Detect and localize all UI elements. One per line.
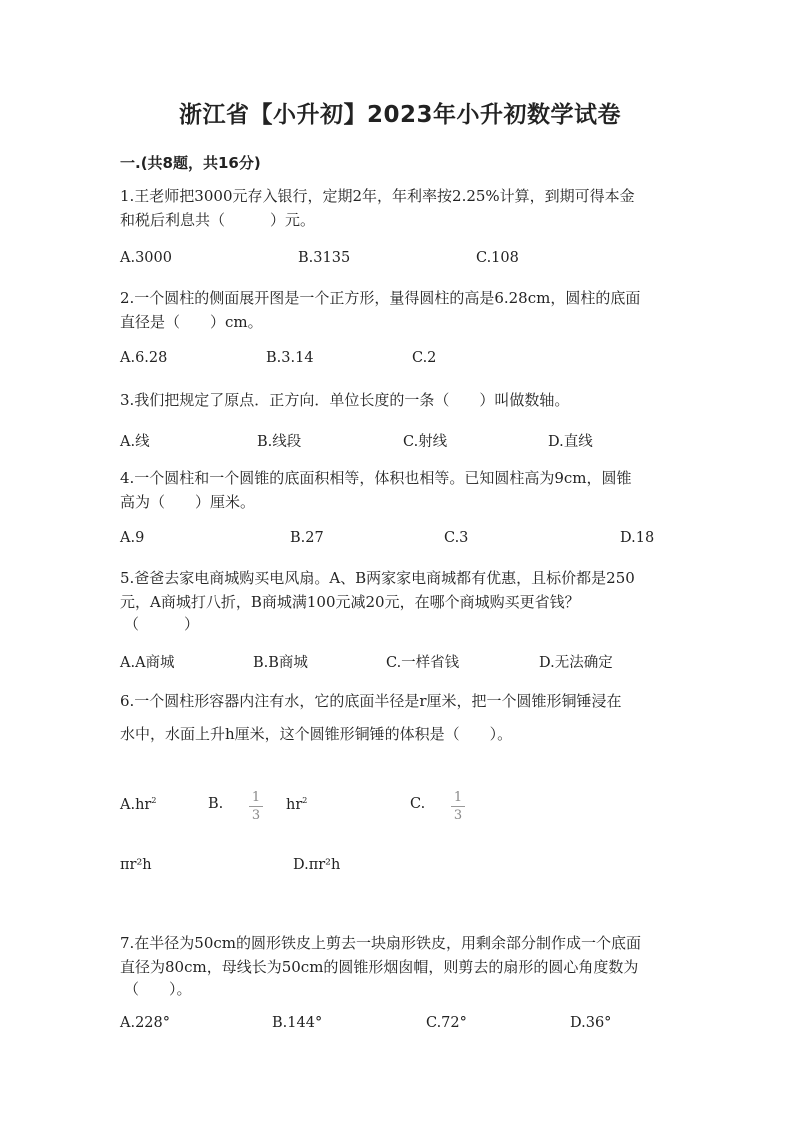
- q3-option-a: A.线: [120, 434, 150, 450]
- q6-option-c-fraction: [451, 790, 465, 823]
- q6-option-b-expr-text: hr: [286, 797, 303, 813]
- q6-option-b-expr: [286, 796, 307, 813]
- q5-option-a: A.A商城: [120, 655, 175, 671]
- section-heading: 一.(共8题，共16分): [120, 154, 261, 172]
- q2-option-a: A.6.28: [120, 350, 168, 366]
- question-1-line-1: 1.王老师把3000元存入银行，定期2年，年利率按2.25%计算，到期可得本金: [120, 187, 635, 205]
- question-6-line-1: 6.一个圆柱形容器内注有水，它的底面半径是r厘米，把一个圆锥形铜锤浸在: [120, 692, 622, 710]
- q5-option-b: B.B商城: [253, 655, 308, 671]
- question-5-line-1: 5.爸爸去家电商城购买电风扇。A、B两家家电商城都有优惠，且标价都是250: [120, 569, 635, 587]
- q2-option-c: C.2: [412, 350, 437, 366]
- q7-option-c: C.72°: [426, 1015, 467, 1031]
- question-5-line-3: （ ）: [124, 615, 200, 633]
- question-7-line-2: 直径为80cm，母线长为50cm的圆锥形烟囱帽，则剪去的扇形的圆心角度数为: [120, 958, 639, 976]
- q6-option-c-continuation: πr²h: [120, 857, 152, 873]
- question-5-line-2: 元，A商城打八折，B商城满100元减20元，在哪个商城购买更省钱？: [120, 593, 580, 611]
- q3-option-d: D.直线: [548, 434, 593, 450]
- q7-option-a: A.228°: [120, 1015, 171, 1031]
- q5-option-c: C.一样省钱: [386, 655, 460, 671]
- question-3-line-1: 3.我们把规定了原点．正方向．单位长度的一条（ ）叫做数轴。: [120, 391, 570, 409]
- question-4-line-1: 4.一个圆柱和一个圆锥的底面积相等，体积也相等。已知圆柱高为9cm，圆锥: [120, 469, 632, 487]
- q7-option-d: D.36°: [570, 1015, 612, 1031]
- fraction-denominator: 3: [251, 808, 261, 823]
- q4-option-b: B.27: [290, 530, 324, 546]
- fraction-bar: [451, 806, 465, 807]
- question-7-line-3: （ ）。: [124, 980, 192, 998]
- q3-option-b: B.线段: [257, 434, 302, 450]
- q6-option-a: [120, 796, 156, 813]
- q4-option-d: D.18: [620, 530, 655, 546]
- question-7-line-1: 7.在半径为50cm的圆形铁皮上剪去一块扇形铁皮，用剩余部分制作成一个底面: [120, 934, 642, 952]
- question-6-line-2: 水中，水面上升h厘米，这个圆锥形铜锤的体积是（ ）。: [120, 725, 513, 743]
- question-2-line-2: 直径是（ ）cm。: [120, 313, 263, 331]
- fraction-numerator: 1: [251, 790, 261, 805]
- q1-option-c: C.108: [476, 250, 519, 266]
- page-title: 浙江省【小升初】2023年小升初数学试卷: [178, 102, 621, 128]
- q3-option-c: C.射线: [403, 434, 448, 450]
- q6-option-b-fraction: [249, 790, 263, 823]
- q4-option-c: C.3: [444, 530, 469, 546]
- q7-option-b: B.144°: [272, 1015, 323, 1031]
- q5-option-d: D.无法确定: [539, 655, 613, 671]
- q6-option-d: D.πr²h: [293, 857, 341, 873]
- fraction-numerator: 1: [453, 790, 463, 805]
- question-1-line-2: 和税后利息共（ ）元。: [120, 211, 316, 229]
- q1-option-b: B.3135: [298, 250, 351, 266]
- fraction-bar: [249, 806, 263, 807]
- q6-option-a-exponent: 2: [151, 796, 157, 805]
- question-2-line-1: 2.一个圆柱的侧面展开图是一个正方形，量得圆柱的高是6.28cm，圆柱的底面: [120, 289, 641, 307]
- q6-option-a-text: A.hr: [120, 797, 152, 813]
- q6-option-c-label: C.: [410, 796, 426, 812]
- q6-option-b-label: B.: [208, 796, 224, 812]
- q6-option-b-exponent: 2: [302, 796, 308, 805]
- q2-option-b: B.3.14: [266, 350, 314, 366]
- fraction-denominator: 3: [453, 808, 463, 823]
- question-4-line-2: 高为（ ）厘米。: [120, 493, 256, 511]
- q4-option-a: A.9: [120, 530, 145, 546]
- q1-option-a: A.3000: [120, 250, 172, 266]
